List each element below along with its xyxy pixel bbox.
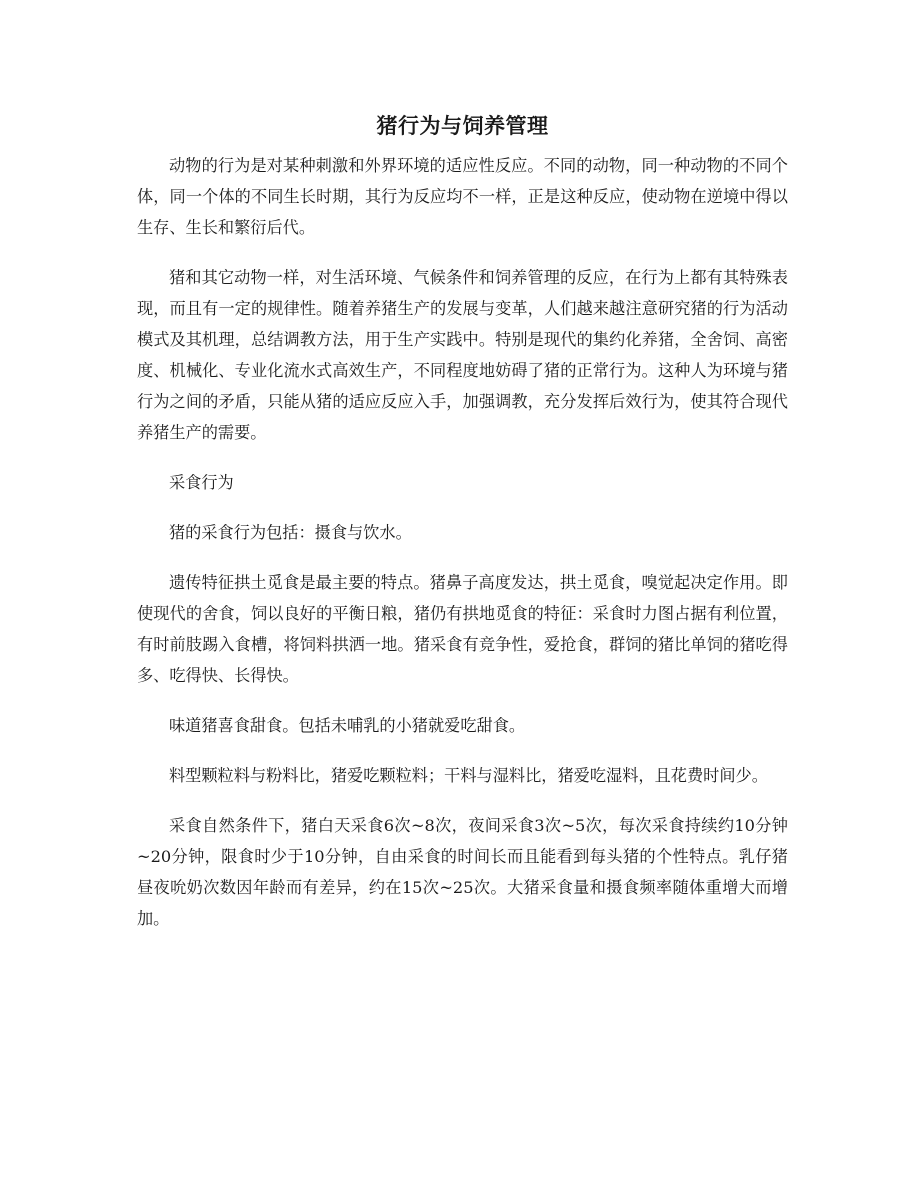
paragraph-genetic-traits: 遗传特征拱土觅食是最主要的特点。猪鼻子高度发达，拱土觅食，嗅觉起决定作用。即使现代的舍食，饲以良好的平衡日粮，猪仍有拱地觅食的特征：采食时力图占据有利位置，有时前肢踢入食槽，将饲料拱洒一地。猪采食有竞争性，爱抢食，群饲的猪比单饲的猪吃得多、吃得快、长得快。 xyxy=(137,573,788,685)
paragraph-intro: 动物的行为是对某种刺激和外界环境的适应性反应。不同的动物，同一种动物的不同个体，同一个体的不同生长时期，其行为反应均不一样，正是这种反应，使动物在逆境中得以生存、生长和繁衍后代。 xyxy=(137,156,788,237)
paragraph-feeding-frequency: 采食自然条件下，猪白天采食6次~8次，夜间采食3次~5次，每次采食持续约10分钟~20分钟，限食时少于10分钟，自由采食的时间长而且能看到每头猪的个性特点。乳仔猪昼夜吮奶次数因年龄而有差异，约在15次~25次。大猪采食量和摄食频率随体重增大而增加。 xyxy=(137,816,788,928)
paragraph-feeding-includes: 猪的采食行为包括：摄食与饮水。 xyxy=(169,523,412,542)
paragraph-taste: 味道猪喜食甜食。包括未哺乳的小猪就爱吃甜食。 xyxy=(169,716,526,735)
paragraph-feed-type: 料型颗粒料与粉料比，猪爱吃颗粒料；干料与湿料比，猪爱吃湿料，且花费时间少。 xyxy=(169,766,768,785)
document-title: 猪行为与饲养管理 xyxy=(376,114,549,138)
section-heading-feeding-behavior: 采食行为 xyxy=(169,473,234,492)
paragraph-pig-behavior: 猪和其它动物一样，对生活环境、气候条件和饲养管理的反应，在行为上都有其特殊表现，而且有一定的规律性。随着养猪生产的发展与变革，人们越来越注意研究猪的行为活动模式及其机理，总结调教方法，用于生产实践中。特别是现代的集约化养猪，全舍饲、高密度、机械化、专业化流水式高效生产，不同程度地妨碍了猪的正常行为。这种人为环境与猪行为之间的矛盾，只能从猪的适应反应入手，加强调教，充分发挥后效行为，使其符合现代养猪生产的需要。 xyxy=(137,268,788,442)
